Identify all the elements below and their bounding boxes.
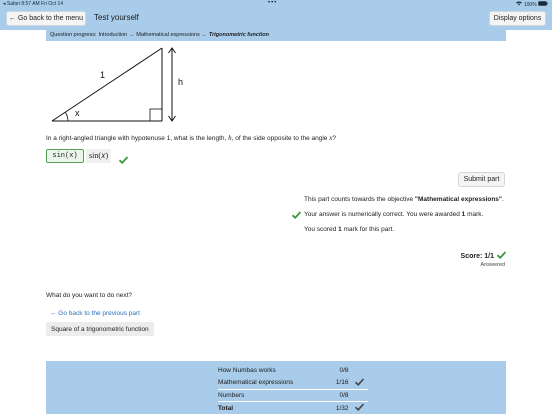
breadcrumb-mathematical-expressions[interactable]: Mathematical expressions → bbox=[136, 32, 207, 38]
breadcrumb-introduction[interactable]: Introduction → bbox=[98, 32, 135, 38]
part-score: Score: 1/1 bbox=[461, 251, 506, 261]
triangle-diagram bbox=[46, 44, 196, 129]
part-feedback bbox=[304, 196, 504, 234]
previous-part-link[interactable]: ← Go back to the previous part bbox=[50, 310, 140, 317]
table-row: Mathematical expressions 1/16 bbox=[218, 377, 368, 390]
angle-label: x bbox=[75, 108, 80, 118]
breadcrumb-current: Trigonometric function bbox=[208, 32, 269, 38]
objective-check-icon bbox=[355, 381, 364, 388]
correct-check-icon bbox=[119, 151, 128, 169]
status-left: ◂ Safari 8:57 AM Fri Oct 14 bbox=[3, 1, 64, 7]
display-options-button[interactable]: Display options bbox=[489, 11, 546, 26]
status-right bbox=[516, 1, 548, 8]
score-summary-footer bbox=[46, 361, 506, 414]
question-progress-breadcrumb bbox=[46, 29, 506, 41]
correct-feedback: Your answer is numerically correct. You were awarded 1 mark. bbox=[304, 211, 504, 220]
answer-input[interactable]: sin(x) bbox=[46, 149, 84, 163]
math-var-x: x bbox=[329, 134, 333, 142]
status-center-dots: ••• bbox=[268, 0, 278, 6]
back-to-menu-button[interactable]: ← Go back to the menu bbox=[6, 11, 86, 26]
submit-part-button[interactable]: Submit part bbox=[458, 172, 505, 187]
answer-preview: sin(𝑥) bbox=[86, 149, 111, 163]
question-text: In a right-angled triangle with hypotenuse 1, what is the length, h, of the side opposite to the angle x? bbox=[46, 134, 336, 142]
progress-label: Question progress: bbox=[50, 32, 97, 38]
objectives-table bbox=[218, 364, 368, 414]
opposite-side-label: h bbox=[178, 77, 184, 87]
next-part-button[interactable]: Square of a trigonometric function bbox=[46, 322, 154, 336]
table-row: Numbers 0/8 bbox=[218, 389, 368, 402]
table-row: How Numbas works 0/8 bbox=[218, 366, 349, 374]
next-prompt: What do you want to do next? bbox=[46, 292, 132, 299]
total-row: Total 1/32 bbox=[218, 402, 368, 414]
score-check-icon bbox=[497, 251, 506, 261]
objective-note: This part counts towards the objective "Mathematical expressions". bbox=[304, 196, 504, 203]
hypotenuse-label: 1 bbox=[100, 70, 106, 80]
feedback-check-icon bbox=[292, 211, 301, 223]
math-var-h: h bbox=[228, 134, 232, 142]
battery-level: 100% bbox=[523, 2, 537, 8]
status-bar bbox=[0, 0, 552, 8]
total-check-icon bbox=[355, 406, 364, 413]
page-title: Test yourself bbox=[94, 13, 139, 22]
answered-status: Answered bbox=[480, 262, 505, 268]
scored-feedback: You scored 1 mark for this part. bbox=[304, 225, 395, 233]
